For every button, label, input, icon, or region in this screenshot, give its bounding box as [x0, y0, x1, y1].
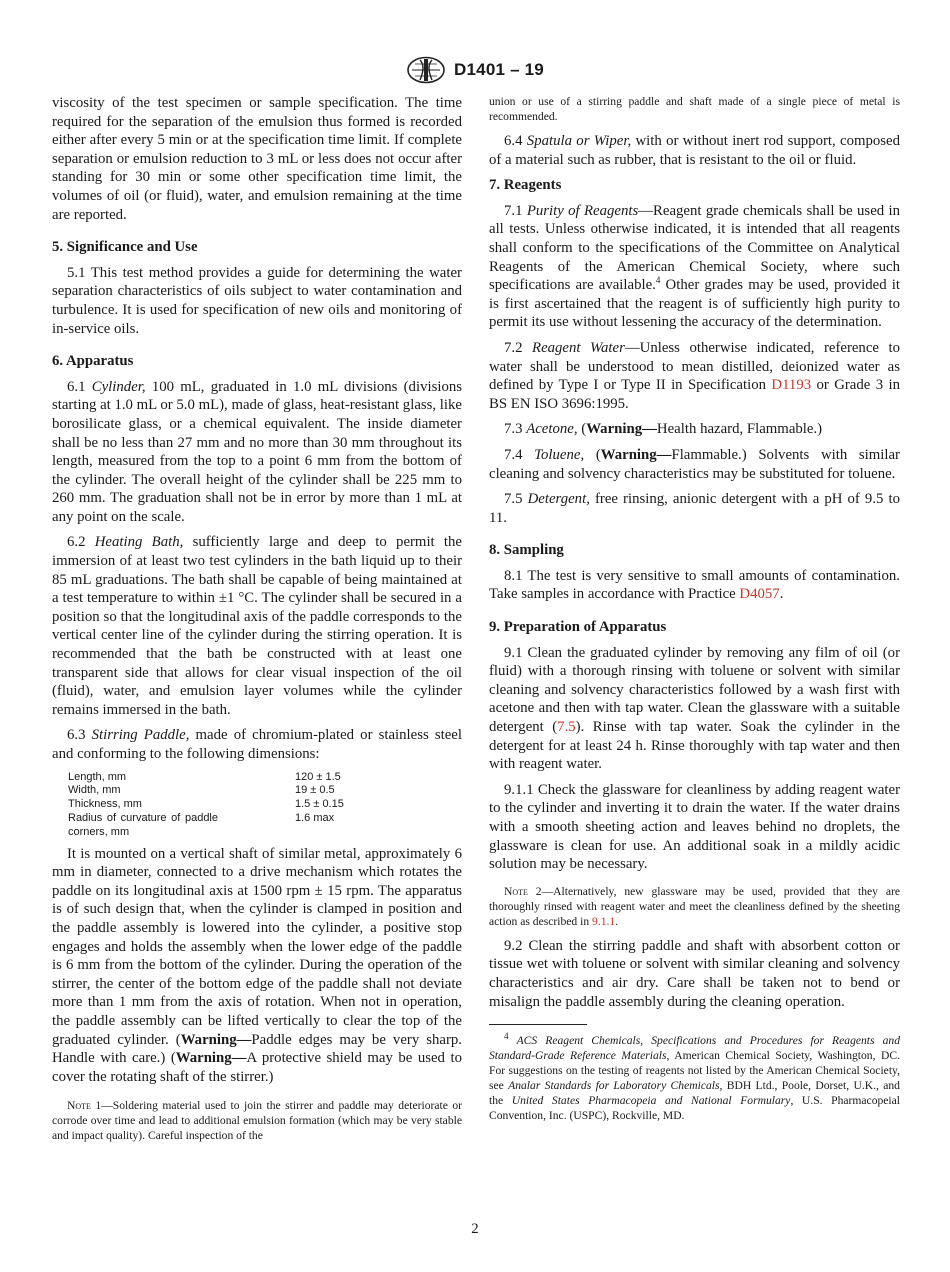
term-stirring-paddle: Stirring Paddle,: [91, 727, 190, 744]
link-9-1-1[interactable]: 9.1.1: [592, 914, 616, 928]
paragraph-6-3: 6.3 Stirring Paddle, made of chromium-plated or stainless steel and conforming to the following dimensions:: [52, 727, 462, 762]
dimension-row: Width, mm 19 ± 0.5: [68, 784, 335, 797]
section-8-title: 8. Sampling: [489, 542, 564, 559]
link-d1193[interactable]: D1193: [771, 377, 812, 394]
left-column: [52, 94, 462, 1151]
warning-label: Warning—: [180, 1031, 252, 1048]
paragraph-continued: viscosity of the test specimen or sample specification. The time required for the separation of the emulsion thus formed is recorded either after every 5 min or at the specification time limit. If complete separation or emulsion reduction to 3 mL or less does not occur after standing for 30 min or some other specification time limit, the volumes of oil (or fluid), water, and emulsion remaining at the time are reported.: [52, 95, 462, 223]
section-7-title: 7. Reagents: [489, 177, 562, 194]
paragraph-9-1: 9.1 Clean the graduated cylinder by removing any film of oil (or fluid) with a thorough rinsing with toluene or solvent with similar cleaning and solvency characteristics followed by a wash first with acetone and then with tap water. Clean the glassware with a suitable detergent (7.5). Rinse with tap water. Soak the cylinder in the detergent for at least 24 h. Rinse thoroughly with tap water and then with reagent water.: [489, 644, 900, 773]
term-purity-of-reagents: Purity of Reagents: [526, 202, 639, 219]
page-header: [0, 54, 950, 86]
footnote-4: $^4$ ACS Reagent Chemicals, Specifications and Procedures for Reagents and Standard-Grade Reference Materials, American Chemical Society, Washington, DC. For suggestions on the testing of reagents not listed by the American Chemical Society, see Analar Standards for Laboratory Chemicals, BDH Ltd., Poole, Dorset, U.K., and the United States Pharmacopeia and National Formulary, U.S. Pharmacopeial Convention, Inc. (USPC), Rockville, MD.: [489, 1031, 901, 1123]
paragraph-6-4: 6.4 Spatula or Wiper, with or without inert rod support, composed of a material such as rubber, that is resistant to the oil or fluid.: [489, 133, 900, 168]
warning-label: Warning—: [586, 421, 657, 438]
section-9-title: 9. Preparation of Apparatus: [489, 619, 667, 636]
paragraph-7-5: 7.5 Detergent, free rinsing, anionic detergent with a pH of 9.5 to 11.: [489, 491, 901, 526]
paragraph-9-2: 9.2 Clean the stirring paddle and shaft with absorbent cotton or tissue wet with toluene or solvent with similar cleaning and solvency characteristics and air dry. Care shall be taken not to bend or misalign the paddle assembly during the cleaning operation.: [489, 937, 900, 1010]
paragraph-7-2: 7.2 Reagent Water—Unless otherwise indicated, reference to water shall be understood to mean distilled, deionized water as defined by Type I or Type II in Specification D1193 or Grade 3 in BS EN ISO 3696:1995.: [489, 339, 901, 412]
note-1: Note 1—Soldering material used to join the stirrer and paddle may deteriorate or corrode over time and lead to additional emulsion formation (which may be very stable and impact quality). Careful inspection of the: [52, 1099, 462, 1143]
paragraph-7-1: 7.1 Purity of Reagents—Reagent grade chemicals shall be used in all tests. Unless otherwise indicated, it is intended that all reagents shall conform to the specifications of the Committee on Analytical Reagents of the American Chemical Society, where such specifications are available.$^4$ Other grades may be used, provided it is first ascertained that the reagent is of sufficiently high purity to permit its use without lessening the accuracy of the determination.: [489, 202, 900, 331]
note-1-continued: union or use of a stirring paddle and shaft made of a single piece of metal is recommended.: [489, 95, 900, 123]
page-number: 2: [471, 1221, 479, 1237]
link-d4057[interactable]: D4057: [739, 586, 780, 603]
paddle-dimensions-table: [68, 771, 462, 840]
warning-label: Warning—: [600, 446, 672, 463]
note-2: Note 2—Alternatively, new glassware may be used, provided that they are thoroughly rinsed with reagent water and meet the cleanliness defined by the sheeting action as described in 9.1.1.: [489, 884, 900, 928]
term-toluene: Toluene,: [534, 446, 585, 463]
paragraph-6-2: 6.2 Heating Bath, sufficiently large and deep to permit the immersion of at least two test cylinders in the bath liquid up to their 85 mL graduations. The bath shall be capable of being maintained at a test temperature to within ±1 °C. The cylinder shall be secured in a position so that the longitudinal axis of the paddle corresponds to the vertical center line of the cylinder during the stirring operation. It is recommended that the bath be constructed with at least one transparent side that allows for clear visual inspection of the oil (fluid), water, and emulsion layer volumes while the cylinder remains immersed in the bath.: [52, 534, 462, 718]
term-heating-bath: Heating Bath,: [94, 534, 184, 551]
section-5-title: 5. Significance and Use: [52, 239, 198, 256]
term-cylinder: Cylinder,: [91, 378, 146, 395]
term-reagent-water: Reagent Water: [532, 339, 625, 356]
link-7-5[interactable]: 7.5: [557, 719, 576, 736]
dimension-row: Length, mm 120 ± 1.5: [68, 770, 341, 783]
right-column: [489, 94, 900, 1123]
term-detergent: Detergent,: [527, 491, 590, 508]
paragraph-9-1-1: 9.1.1 Check the glassware for cleanliness by adding reagent water to the cylinder and inverting it to drain the water. If the water drains with a smooth sheeting action and leaves behind no droplets, the glassware is clean for use. An additional soak in a mildly acidic solution may be necessary.: [489, 781, 900, 873]
paragraph-7-3: 7.3 Acetone, (Warning—Health hazard, Flammable.): [504, 421, 823, 438]
paragraph-6-3-continued: It is mounted on a vertical shaft of similar metal, approximately 6 mm in diameter, connected to a drive mechanism which rotates the paddle on its longitudinal axis at 1500 rpm ± 15 rpm. The apparatus is of such design that, when the cylinder is clamped in position and the paddle assembly is lowered into the cylinder, a positive stop engages and holds the assembly when the lower edge of the paddle is 6 mm from the bottom of the cylinder. During the operation of the stirrer, the center of the bottom edge of the paddle shall not deviate more than 1 mm from the axis of rotation. When not in operation, the paddle assembly can be lifted vertically to clear the top of the graduated cylinder. (Warning—Paddle edges may be very sharp. Handle with care.) (Warning—A protective shield may be used to cover the rotating shaft of the stirrer.): [52, 845, 462, 1085]
paragraph-8-1: 8.1 The test is very sensitive to small amounts of contamination. Take samples in accordance with Practice D4057.: [489, 567, 900, 603]
paragraph-6-1: 6.1 Cylinder, 100 mL, graduated in 1.0 mL divisions (divisions starting at 1.0 mL or 5.0 mL), made of glass, heat-resistant glass, like borosilicate glass, or a chemical equivalent. The inside diameter shall be no less than 27 mm and no more than 30 mm throughout its length, measured from the top to a point 6 mm from the bottom of the cylinder. The overall height of the cylinder shall be 225 mm to 260 mm. The graduation shall not be in error by more than 1 mL at any point on the scale.: [52, 378, 462, 525]
term-acetone: Acetone,: [526, 421, 578, 438]
dimension-row: Radius of curvature of paddle corners, mm 1.6 max: [68, 811, 335, 838]
section-6-title: 6. Apparatus: [52, 353, 134, 370]
warning-label: Warning—: [175, 1050, 247, 1067]
footnote-divider: [489, 1024, 587, 1025]
document-id: D1401 – 19: [454, 60, 544, 79]
term-spatula: Spatula or Wiper,: [526, 133, 632, 149]
paragraph-5-1: 5.1 This test method provides a guide for determining the water separation characteristics of oils subject to water contamination and turbulence. It is used for specification of new oils and monitoring of in-service oils.: [52, 264, 462, 337]
footnote-marker: 4: [655, 275, 661, 286]
paragraph-7-4: 7.4 Toluene, (Warning—Flammable.) Solvents with similar cleaning and solvency characteristics may be substituted for toluene.: [489, 446, 900, 482]
astm-logo-icon: [406, 56, 446, 84]
dimension-row: Thickness, mm 1.5 ± 0.15: [68, 798, 344, 811]
